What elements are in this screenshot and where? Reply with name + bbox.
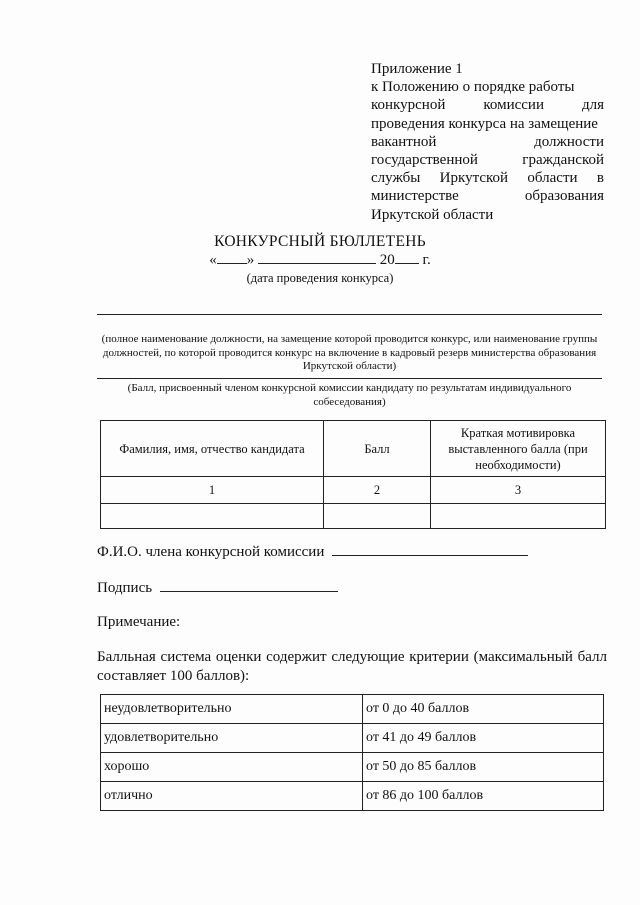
grade-name: неудовлетворительно (101, 695, 363, 724)
table-row (101, 695, 604, 724)
grade-name: отлично (101, 782, 363, 811)
header-score: Балл (324, 421, 431, 477)
grade-range: от 0 до 40 баллов (363, 695, 604, 724)
month-blank (258, 263, 376, 264)
signature-line (97, 580, 338, 597)
appendix-line: Иркутской области (371, 206, 494, 223)
appendix-header (371, 60, 604, 224)
header-motivation: Краткая мотивировка выставленного балла (при необходимости) (431, 421, 606, 477)
appendix-line: к Положению о порядке работы (371, 79, 575, 96)
date-open-quote: « (209, 252, 217, 268)
position-line (97, 314, 602, 315)
signature-blank[interactable] (160, 591, 338, 592)
score-line (97, 378, 602, 379)
position-caption: (полное наименование должности, на замещение которой проводится конкурс, или наименование группы должностей, по которой проводится конкурс на включение в кадровый резерв министерства образования Иркутской области) (101, 333, 598, 372)
ballot-date-line (0, 252, 640, 269)
date-caption: (дата проведения конкурса) (246, 271, 394, 285)
member-name-blank[interactable] (332, 555, 528, 556)
table-row (101, 753, 604, 782)
appendix-line: Приложение 1 (371, 61, 463, 77)
member-name-line (97, 544, 528, 561)
table-row (101, 782, 604, 811)
appendix-line: службы Иркутской области в (371, 170, 604, 187)
signature-label: Подпись (97, 580, 153, 596)
table-row (101, 724, 604, 753)
score-cell[interactable] (324, 504, 431, 529)
day-blank (217, 263, 247, 264)
grade-range: от 86 до 100 баллов (363, 782, 604, 811)
header-candidate-name: Фамилия, имя, отчество кандидата (101, 421, 324, 477)
note-label: Примечание: (97, 614, 181, 630)
appendix-line: проведения конкурса на замещение (371, 115, 598, 132)
member-name-label: Ф.И.О. члена конкурсной комиссии (97, 544, 325, 560)
grading-table (100, 694, 604, 811)
table-row (101, 504, 606, 529)
ballot-title: КОНКУРСНЫЙ БЮЛЛЕТЕНЬ (214, 233, 426, 250)
table-number-row (101, 477, 606, 504)
column-number: 3 (431, 477, 606, 504)
year-blank (395, 263, 419, 264)
appendix-line: конкурсной комиссии для (371, 97, 604, 114)
date-close-quote: » (246, 252, 255, 268)
scoring-description: Балльная система оценки содержит следующие критерии (максимальный балл составляет 100 баллов): (97, 649, 607, 684)
appendix-line: министерстве образования (371, 188, 604, 205)
score-caption: (Балл, присвоенный членом конкурсной комиссии кандидату по результатам индивидуального собеседования) (127, 382, 572, 408)
date-year-prefix: 20 (379, 252, 395, 268)
column-number: 1 (101, 477, 324, 504)
date-year-suffix: г. (422, 252, 431, 268)
grade-name: хорошо (101, 753, 363, 782)
grade-name: удовлетворительно (101, 724, 363, 753)
column-number: 2 (324, 477, 431, 504)
grade-range: от 41 до 49 баллов (363, 724, 604, 753)
motivation-cell[interactable] (431, 504, 606, 529)
candidate-table (100, 420, 606, 529)
appendix-line: государственной гражданской (371, 151, 604, 168)
grade-range: от 50 до 85 баллов (363, 753, 604, 782)
candidate-name-cell[interactable] (101, 504, 324, 529)
appendix-line: вакантной должности (371, 133, 604, 150)
table-header-row (101, 421, 606, 477)
